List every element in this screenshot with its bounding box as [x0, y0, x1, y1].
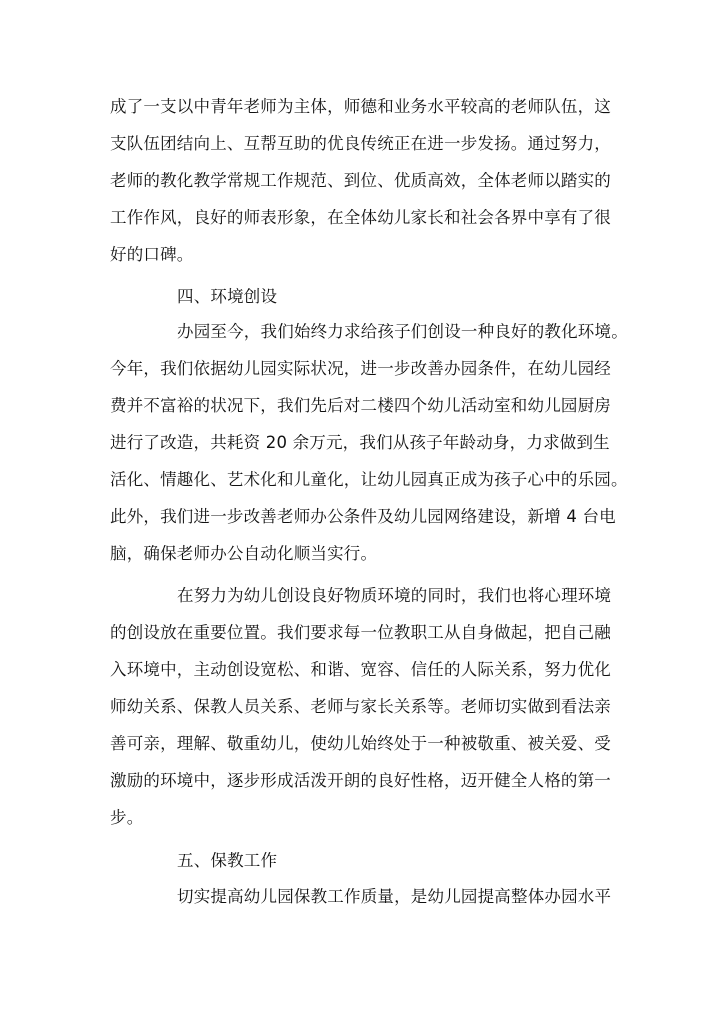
text-line: 激励的环境中，逐步形成活泼开朗的良好性格，迈开健全人格的第一 [110, 771, 611, 790]
text-line: 活化、情趣化、艺术化和儿童化，让幼儿园真正成为孩子心中的乐园。 [110, 470, 628, 489]
text-line: 今年，我们依据幼儿园实际状况，进一步改善办园条件，在幼儿园经 [110, 359, 611, 378]
text-line: 切实提高幼儿园保教工作质量，是幼儿园提高整体办园水平 [177, 887, 612, 906]
text-line: 好的口碑。 [110, 245, 194, 264]
section-heading: 五、保教工作 [177, 851, 278, 870]
text-line: 在努力为幼儿创设良好物质环境的同时，我们也将心理环境 [177, 586, 612, 605]
text-line: 老师的教化教学常规工作规范、到位、优质高效，全体老师以踏实的 [110, 171, 611, 190]
text-line: 步。 [110, 808, 144, 827]
text-line: 支队伍团结向上、互帮互助的优良传统正在进一步发扬。通过努力， [110, 134, 611, 153]
text-line: 此外，我们进一步改善老师办公条件及幼儿园网络建设，新增 4 台电 [110, 507, 616, 526]
text-line: 入环境中，主动创设宽松、和谐、宽容、信任的人际关系，努力优化 [110, 660, 611, 679]
text-line: 师幼关系、保教人员关系、老师与家长关系等。老师切实做到看法亲 [110, 697, 611, 716]
text-line: 进行了改造，共耗资 20 余万元，我们从孩子年龄动身，力求做到生 [110, 433, 610, 452]
section-heading: 四、环境创设 [177, 287, 278, 306]
text-line: 办园至今，我们始终力求给孩子们创设一种良好的教化环境。 [177, 322, 628, 341]
text-line: 工作作风，良好的师表形象，在全体幼儿家长和社会各界中享有了很 [110, 208, 611, 227]
text-line: 的创设放在重要位置。我们要求每一位教职工从自身做起，把自己融 [110, 623, 611, 642]
text-line: 善可亲，理解、敬重幼儿，使幼儿始终处于一种被敬重、被关爱、受 [110, 734, 611, 753]
text-line: 成了一支以中青年老师为主体，师德和业务水平较高的老师队伍，这 [110, 97, 611, 116]
text-line: 脑，确保老师办公自动化顺当实行。 [110, 544, 378, 563]
text-line: 费并不富裕的状况下，我们先后对二楼四个幼儿活动室和幼儿园厨房 [110, 396, 611, 415]
